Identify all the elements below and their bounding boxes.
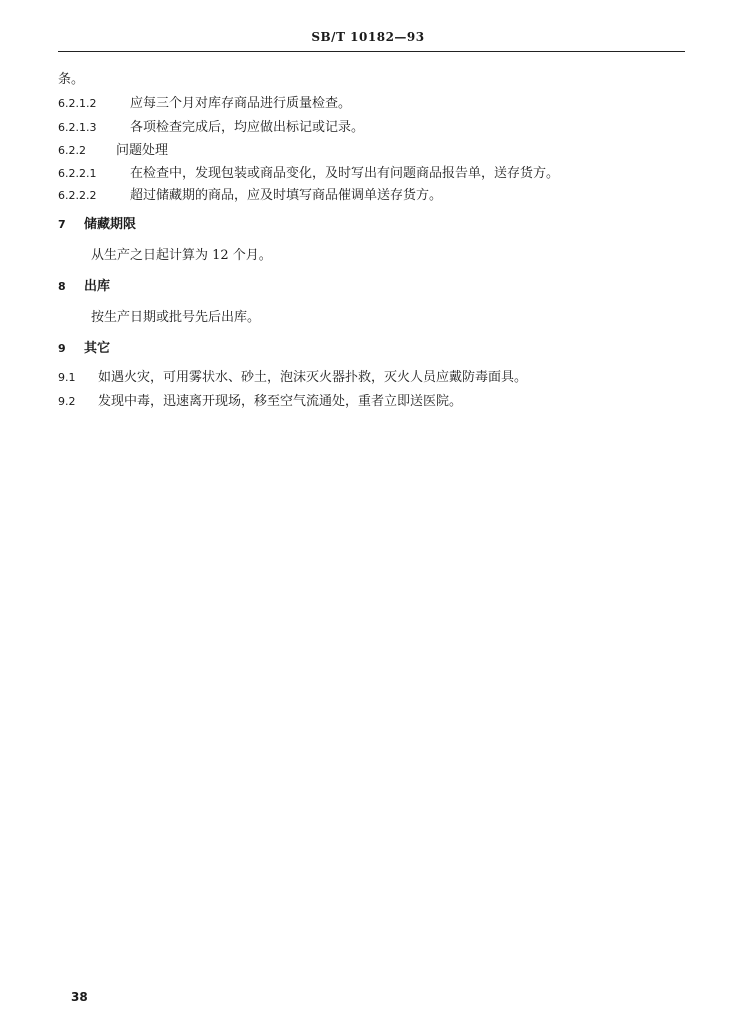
clause-6-2-2-1 <box>58 166 559 182</box>
section-number: 8 <box>58 280 66 293</box>
clause-text: 如遇火灾，可用雾状水、砂土，泡沫灭火器扑救，灭火人员应戴防毒面具。 <box>98 370 528 385</box>
section-title: 其它 <box>84 341 111 356</box>
clause-6-2-2-2 <box>58 188 442 204</box>
section-number: 9 <box>58 342 66 355</box>
clause-text: 问题处理 <box>116 143 169 158</box>
clause-number: 9.2 <box>58 395 76 408</box>
clause-number: 6.2.1.2 <box>58 97 97 110</box>
header-rule <box>58 51 685 52</box>
page-header-code: SB/T 10182—93 <box>311 30 425 44</box>
clause-9-1 <box>58 370 527 386</box>
clause-6-2-2 <box>58 143 168 159</box>
continued-text-line: 条。 <box>58 72 85 87</box>
section-number: 7 <box>58 218 66 231</box>
page-number: 38 <box>71 990 88 1004</box>
clause-9-2 <box>58 394 462 410</box>
clause-number: 6.2.2.1 <box>58 167 97 180</box>
clause-number: 6.2.1.3 <box>58 121 97 134</box>
section-9-heading <box>58 341 110 357</box>
clause-text: 在检查中，发现包装或商品变化，及时写出有问题商品报告单，送存货方。 <box>130 166 560 181</box>
clause-number: 6.2.2 <box>58 144 86 157</box>
clause-6-2-1-2 <box>58 96 351 112</box>
clause-text: 应每三个月对库存商品进行质量检查。 <box>130 96 352 111</box>
section-8-body: 按生产日期或批号先后出库。 <box>91 310 261 325</box>
clause-number: 9.1 <box>58 371 76 384</box>
clause-text: 超过储藏期的商品，应及时填写商品催调单送存货方。 <box>130 188 443 203</box>
clause-text: 各项检查完成后，均应做出标记或记录。 <box>130 120 365 135</box>
section-title: 储藏期限 <box>84 217 137 232</box>
clause-number: 6.2.2.2 <box>58 189 97 202</box>
section-title: 出库 <box>84 279 111 294</box>
section-7-body: 从生产之日起计算为 12 个月。 <box>91 248 272 263</box>
clause-text: 发现中毒，迅速离开现场，移至空气流通处，重者立即送医院。 <box>98 394 463 409</box>
section-7-heading <box>58 217 136 233</box>
clause-6-2-1-3 <box>58 120 364 136</box>
section-8-heading <box>58 279 110 295</box>
